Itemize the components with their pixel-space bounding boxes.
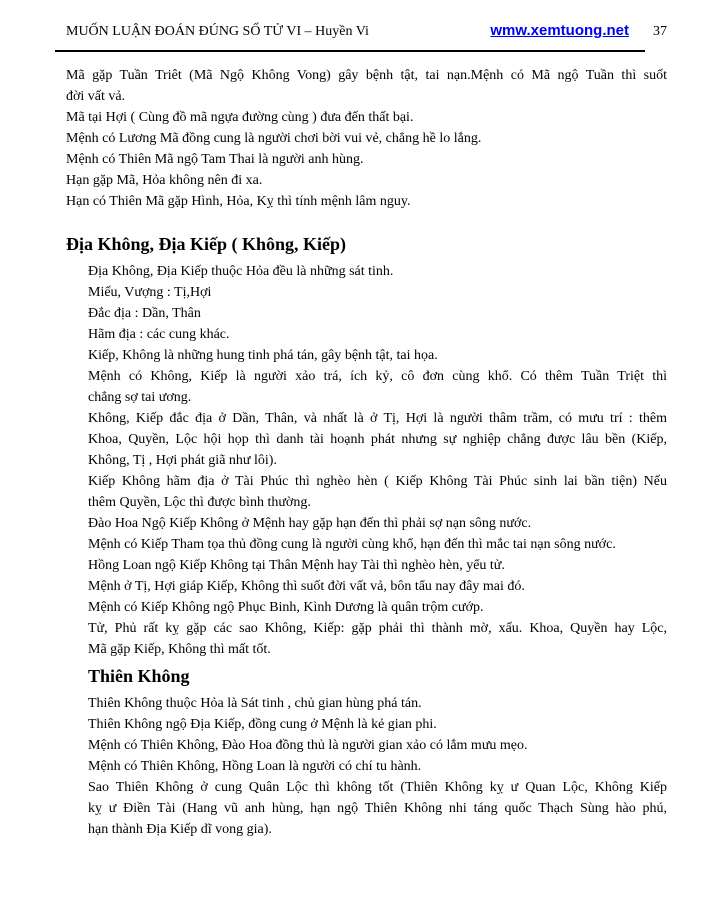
text-line: Địa Không, Địa Kiếp thuộc Hỏa đều là những sát tinh. xyxy=(88,264,394,279)
text-line: Mệnh có Thiên Không, Hồng Loan là người có chí tu hành. xyxy=(88,759,422,774)
text-line: Sao Thiên Không ở cung Quân Lộc thì không tốt (Thiên Không kỵ ư Quan Lộc, Không Kiếp xyxy=(88,780,667,795)
intro-paragraphs xyxy=(66,65,667,212)
text-line: Tử, Phủ rất kỵ gặp các sao Không, Kiếp: gặp phải thì thành mờ, xấu. Khoa, Quyền hay Lộc, xyxy=(88,621,667,636)
text-line: Mệnh có Thiên Không, Đào Hoa đồng thủ là người gian xảo có lắm mưu mẹo. xyxy=(88,738,528,753)
text-line: Không, Tị , Hợi phát giã như lôi). xyxy=(88,453,277,468)
website-link[interactable]: wmw.xemtuong.net xyxy=(490,22,629,39)
text-line: chẳng sợ tai ương. xyxy=(88,390,192,405)
text-line: Mệnh có Lương Mã đồng cung là người chơi bời vui vẻ, chẳng hề lo lắng. xyxy=(66,131,482,146)
text-line: Đắc địa : Dần, Thân xyxy=(88,306,201,321)
section-dia-khong-dia-kiep xyxy=(66,261,667,660)
text-line: Đào Hoa Ngộ Kiếp Không ở Mệnh hay gặp hạn đến thì phải sợ nạn sông nước. xyxy=(88,516,532,531)
page-header xyxy=(66,22,667,40)
text-line: đời vất vả. xyxy=(66,89,126,104)
text-line: Hãm địa : các cung khác. xyxy=(88,327,230,342)
text-line: Miếu, Vượng : Tị,Hợi xyxy=(88,285,212,300)
text-line: kỵ ư Điền Tài (Hang vũ anh hùng, hạn ngộ Thiên Không nhi táng quốc Thạch Sùng hào phú, xyxy=(88,801,667,816)
text-line: Mệnh ở Tị, Hợi giáp Kiếp, Không thì suốt đời vất vả, bôn tẩu nay đây mai đó. xyxy=(88,579,525,594)
section-heading-dia-khong-dia-kiep: Địa Không, Địa Kiếp ( Không, Kiếp) xyxy=(66,234,347,254)
text-line: Kiếp Không hãm địa ở Tài Phúc thì nghèo hèn ( Kiếp Không Tài Phúc sinh lai bần tiện) Nếu xyxy=(88,474,667,489)
text-line: Mã gặp Tuần Triêt (Mã Ngộ Không Vong) gây bệnh tật, tai nạn.Mệnh có Mã ngộ Tuần thì suốt xyxy=(66,68,667,83)
text-line: Hạn gặp Mã, Hỏa không nên đi xa. xyxy=(66,173,263,188)
text-line: Hồng Loan ngộ Kiếp Không tại Thân Mệnh hay Tài thì nghèo hèn, yểu tử. xyxy=(88,558,505,573)
section-heading-thien-khong: Thiên Không xyxy=(88,666,190,686)
text-line: Kiếp, Không là những hung tinh phá tán, gây bệnh tật, tai họa. xyxy=(88,348,438,363)
text-line: Mệnh có Thiên Mã ngộ Tam Thai là người anh hùng. xyxy=(66,152,364,167)
text-line: Mã gặp Kiếp, Không thì mất tốt. xyxy=(88,642,271,657)
section-thien-khong xyxy=(66,693,667,840)
text-line: Không, Kiếp đắc địa ở Dần, Thân, và nhất là ở Tị, Hợi là người thâm trầm, có mưu trí : thêm xyxy=(88,411,667,426)
text-line: Khoa, Quyền, Lộc hội họp thì danh tài hoạnh phát nhưng sự nghiệp chẳng được lâu bền (Kiếp, xyxy=(88,432,667,447)
text-line: thêm Quyền, Lộc thì được bình thường. xyxy=(88,495,311,510)
text-line: Mệnh có Kiếp Tham tọa thủ đồng cung là người cùng khổ, hạn đến thì mắc tai nạn sông nước. xyxy=(88,537,616,552)
text-line: Hạn có Thiên Mã gặp Hình, Hỏa, Kỵ thì tính mệnh lâm nguy. xyxy=(66,194,411,209)
header-title: MUỐN LUẬN ĐOÁN ĐÚNG SỐ TỬ VI – Huyền Vi xyxy=(66,24,369,39)
text-line: hạn thành Địa Kiếp dĩ vong gia). xyxy=(88,822,272,837)
header-divider xyxy=(55,50,645,52)
text-line: Thiên Không ngộ Địa Kiếp, đồng cung ở Mệnh là kẻ gian phi. xyxy=(88,717,437,732)
page-number: 37 xyxy=(653,24,667,39)
text-line: Thiên Không thuộc Hỏa là Sát tinh , chủ gian hùng phá tán. xyxy=(88,696,422,711)
text-line: Mệnh có Không, Kiếp là người xảo trá, ích kỷ, cô đơn cùng khổ. Có thêm Tuần Triệt thì xyxy=(88,369,667,384)
text-line: Mã tại Hợi ( Cùng đồ mã ngựa đường cùng ) đưa đến thất bại. xyxy=(66,110,414,125)
page-content xyxy=(66,65,667,840)
text-line: Mệnh có Kiếp Không ngộ Phục Binh, Kình Dương là quân trộm cướp. xyxy=(88,600,484,615)
